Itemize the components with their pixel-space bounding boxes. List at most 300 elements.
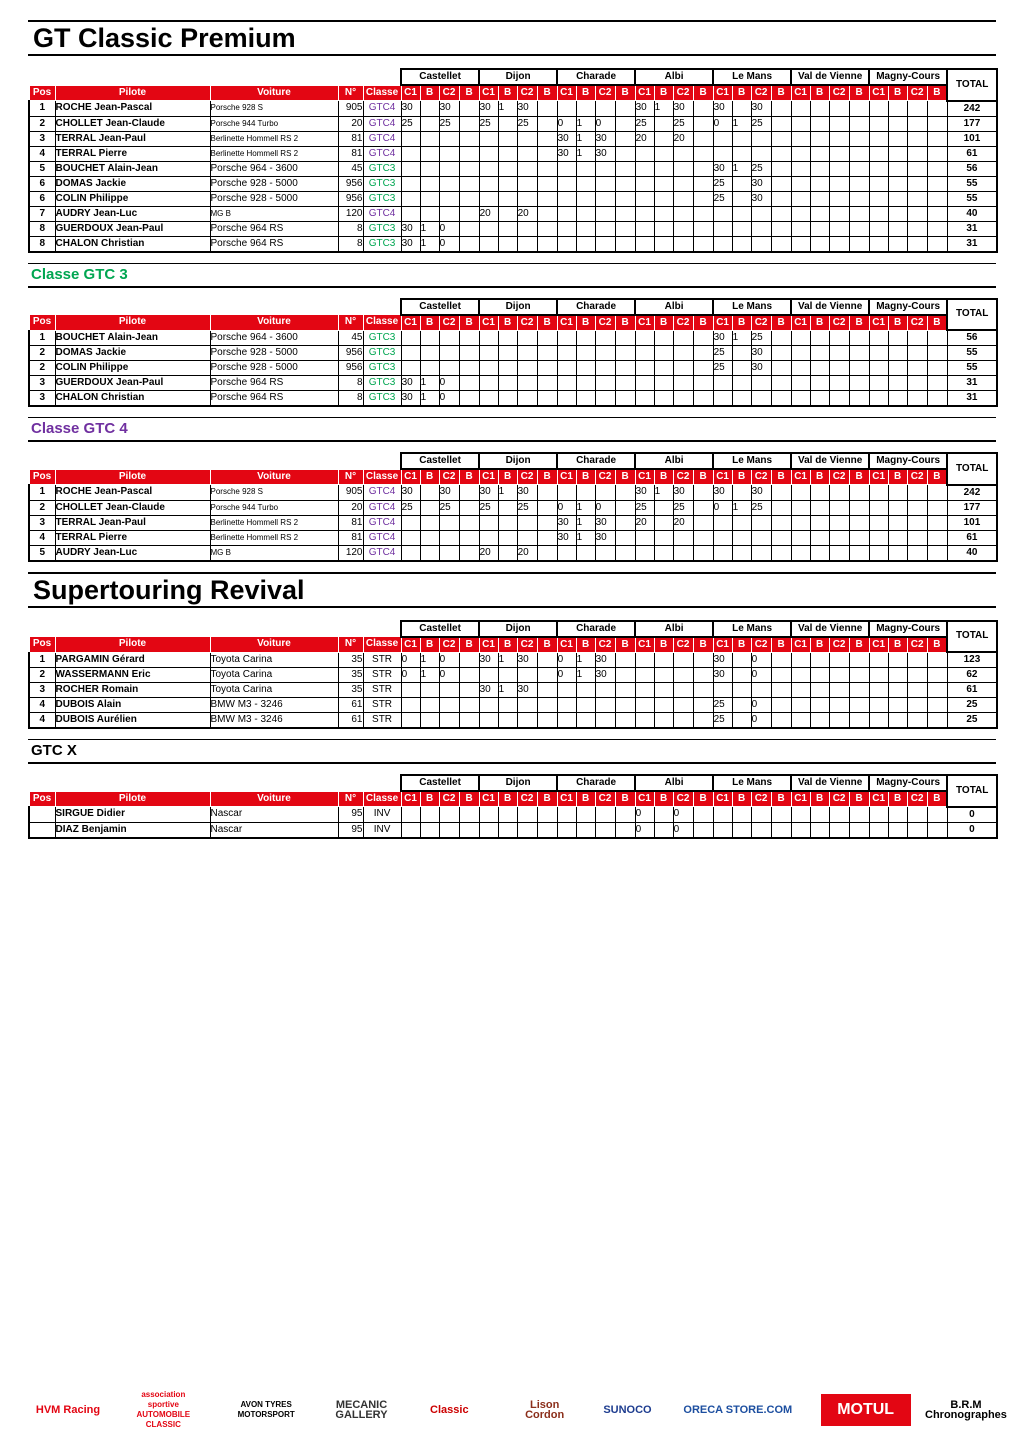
total-cell: 31 bbox=[947, 376, 997, 391]
header-sub-col: B bbox=[576, 791, 595, 807]
points-cell bbox=[693, 515, 713, 530]
header-sub-col: B bbox=[459, 469, 479, 485]
points-cell bbox=[693, 376, 713, 391]
total-cell: 55 bbox=[947, 361, 997, 376]
header-sub-col: B bbox=[771, 791, 791, 807]
header-classe: Classe bbox=[363, 637, 401, 653]
points-cell bbox=[401, 807, 420, 823]
results-table bbox=[28, 298, 998, 408]
points-cell bbox=[615, 807, 635, 823]
points-cell bbox=[732, 807, 751, 823]
header-sub-col: C2 bbox=[439, 85, 459, 101]
points-cell bbox=[927, 176, 947, 191]
points-cell bbox=[654, 500, 673, 515]
points-cell bbox=[635, 146, 654, 161]
voiture-cell: Porsche 964 RS bbox=[210, 236, 338, 252]
classe-cell: GTC3 bbox=[363, 376, 401, 391]
points-cell bbox=[673, 391, 693, 407]
header-sub-col: C1 bbox=[713, 469, 732, 485]
header-classe: Classe bbox=[363, 315, 401, 331]
points-cell bbox=[595, 206, 615, 221]
points-cell bbox=[771, 146, 791, 161]
pos-cell: 7 bbox=[29, 206, 55, 221]
points-cell bbox=[557, 206, 576, 221]
points-cell bbox=[829, 683, 849, 698]
points-cell bbox=[459, 652, 479, 668]
table-row bbox=[29, 191, 997, 206]
pos-cell: 1 bbox=[29, 652, 55, 668]
points-cell bbox=[791, 530, 810, 545]
header-sub-col: C1 bbox=[869, 85, 888, 101]
header-sub-col: B bbox=[693, 791, 713, 807]
points-cell bbox=[869, 713, 888, 729]
points-cell bbox=[888, 485, 907, 501]
points-cell bbox=[420, 361, 439, 376]
points-cell bbox=[635, 530, 654, 545]
points-cell: 20 bbox=[517, 545, 537, 561]
points-cell bbox=[595, 698, 615, 713]
points-cell: 0 bbox=[713, 116, 732, 131]
points-cell bbox=[693, 346, 713, 361]
voiture-cell: Porsche 964 RS bbox=[210, 221, 338, 236]
pilote-cell: BOUCHET Alain-Jean bbox=[55, 161, 210, 176]
header-sub-col: B bbox=[732, 637, 751, 653]
header-sub-col: B bbox=[654, 85, 673, 101]
points-cell bbox=[771, 500, 791, 515]
column-header-row bbox=[29, 315, 997, 331]
section-title: GTC X bbox=[28, 739, 996, 764]
points-cell bbox=[888, 131, 907, 146]
points-cell bbox=[771, 361, 791, 376]
points-cell bbox=[439, 713, 459, 729]
voiture-cell: Toyota Carina bbox=[210, 668, 338, 683]
points-cell bbox=[810, 391, 829, 407]
points-cell bbox=[927, 206, 947, 221]
total-cell: 61 bbox=[947, 146, 997, 161]
points-cell bbox=[576, 330, 595, 346]
points-cell bbox=[888, 698, 907, 713]
points-cell bbox=[907, 101, 927, 117]
num-cell: 35 bbox=[338, 668, 363, 683]
points-cell bbox=[907, 822, 927, 838]
points-cell bbox=[829, 713, 849, 729]
pilote-cell: CHALON Christian bbox=[55, 236, 210, 252]
points-cell bbox=[732, 485, 751, 501]
points-cell bbox=[810, 713, 829, 729]
points-cell bbox=[401, 191, 420, 206]
points-cell bbox=[615, 236, 635, 252]
points-cell bbox=[732, 191, 751, 206]
points-cell bbox=[498, 131, 517, 146]
points-cell bbox=[537, 376, 557, 391]
points-cell bbox=[693, 668, 713, 683]
points-cell: 30 bbox=[751, 191, 771, 206]
points-cell bbox=[517, 822, 537, 838]
pilote-cell: DOMAS Jackie bbox=[55, 176, 210, 191]
results-document bbox=[28, 20, 996, 849]
points-cell bbox=[557, 545, 576, 561]
points-cell bbox=[869, 101, 888, 117]
points-cell bbox=[693, 206, 713, 221]
points-cell bbox=[829, 116, 849, 131]
points-cell bbox=[907, 146, 927, 161]
header-sub-col: B bbox=[498, 315, 517, 331]
points-cell bbox=[810, 376, 829, 391]
header-sub-col: C1 bbox=[791, 637, 810, 653]
header-sub-col: B bbox=[615, 637, 635, 653]
points-cell bbox=[693, 545, 713, 561]
points-cell bbox=[810, 530, 829, 545]
points-cell bbox=[791, 376, 810, 391]
points-cell bbox=[849, 376, 869, 391]
points-cell bbox=[732, 101, 751, 117]
header-sub-col: B bbox=[927, 469, 947, 485]
points-cell bbox=[888, 376, 907, 391]
pilote-cell: ROCHER Romain bbox=[55, 683, 210, 698]
points-cell bbox=[537, 191, 557, 206]
points-cell: 25 bbox=[517, 500, 537, 515]
header-sub-col: C1 bbox=[635, 315, 654, 331]
points-cell bbox=[771, 236, 791, 252]
points-cell bbox=[810, 206, 829, 221]
points-cell: 30 bbox=[673, 485, 693, 501]
points-cell bbox=[771, 545, 791, 561]
points-cell bbox=[791, 713, 810, 729]
points-cell bbox=[888, 668, 907, 683]
points-cell bbox=[810, 515, 829, 530]
sponsor-logo: B.R.M Chronographes bbox=[925, 1399, 1007, 1421]
points-cell bbox=[907, 376, 927, 391]
header-sub-col: C1 bbox=[869, 637, 888, 653]
points-cell bbox=[615, 652, 635, 668]
header-sub-col: C2 bbox=[751, 85, 771, 101]
points-cell bbox=[751, 131, 771, 146]
points-cell bbox=[459, 376, 479, 391]
points-cell bbox=[849, 668, 869, 683]
total-cell: 0 bbox=[947, 822, 997, 838]
points-cell bbox=[498, 346, 517, 361]
points-cell bbox=[673, 146, 693, 161]
points-cell: 30 bbox=[595, 146, 615, 161]
points-cell: 30 bbox=[517, 101, 537, 117]
points-cell bbox=[595, 221, 615, 236]
points-cell: 30 bbox=[479, 683, 498, 698]
points-cell bbox=[829, 822, 849, 838]
points-cell bbox=[576, 176, 595, 191]
points-cell bbox=[907, 236, 927, 252]
points-cell: 0 bbox=[713, 500, 732, 515]
points-cell bbox=[673, 236, 693, 252]
points-cell bbox=[732, 206, 751, 221]
points-cell: 30 bbox=[401, 221, 420, 236]
points-cell bbox=[557, 221, 576, 236]
classe-cell: GTC3 bbox=[363, 346, 401, 361]
points-cell: 30 bbox=[557, 146, 576, 161]
points-cell bbox=[907, 668, 927, 683]
points-cell: 1 bbox=[732, 116, 751, 131]
points-cell bbox=[595, 330, 615, 346]
points-cell bbox=[907, 683, 927, 698]
points-cell bbox=[439, 698, 459, 713]
points-cell bbox=[576, 221, 595, 236]
points-cell: 25 bbox=[751, 330, 771, 346]
points-cell: 30 bbox=[401, 391, 420, 407]
classe-cell: GTC3 bbox=[363, 191, 401, 206]
points-cell bbox=[654, 698, 673, 713]
header-sub-col: B bbox=[849, 637, 869, 653]
points-cell bbox=[791, 545, 810, 561]
points-cell bbox=[420, 101, 439, 117]
points-cell: 25 bbox=[751, 500, 771, 515]
points-cell bbox=[869, 530, 888, 545]
points-cell: 30 bbox=[713, 161, 732, 176]
points-cell bbox=[557, 485, 576, 501]
points-cell bbox=[732, 545, 751, 561]
points-cell bbox=[615, 668, 635, 683]
track-header: Albi bbox=[635, 775, 713, 791]
points-cell bbox=[927, 713, 947, 729]
total-cell: 242 bbox=[947, 101, 997, 117]
points-cell bbox=[751, 683, 771, 698]
points-cell bbox=[791, 500, 810, 515]
points-cell bbox=[829, 361, 849, 376]
points-cell bbox=[810, 485, 829, 501]
pilote-cell: ROCHE Jean-Pascal bbox=[55, 101, 210, 117]
points-cell bbox=[791, 330, 810, 346]
points-cell bbox=[479, 713, 498, 729]
table-row bbox=[29, 236, 997, 252]
column-header-row bbox=[29, 791, 997, 807]
sponsor-logo: MOTUL bbox=[821, 1394, 911, 1426]
points-cell bbox=[907, 391, 927, 407]
points-cell: 0 bbox=[751, 713, 771, 729]
points-cell: 25 bbox=[401, 116, 420, 131]
points-cell bbox=[635, 176, 654, 191]
table-row bbox=[29, 146, 997, 161]
points-cell: 25 bbox=[635, 116, 654, 131]
points-cell bbox=[732, 515, 751, 530]
points-cell bbox=[869, 683, 888, 698]
pos-cell: 6 bbox=[29, 176, 55, 191]
points-cell bbox=[869, 330, 888, 346]
points-cell bbox=[849, 206, 869, 221]
points-cell bbox=[459, 116, 479, 131]
header-sub-col: C2 bbox=[595, 85, 615, 101]
pos-cell: 3 bbox=[29, 131, 55, 146]
points-cell bbox=[732, 698, 751, 713]
header-sub-col: B bbox=[810, 85, 829, 101]
points-cell bbox=[459, 131, 479, 146]
header-sub-col: B bbox=[771, 85, 791, 101]
points-cell: 30 bbox=[439, 101, 459, 117]
points-cell bbox=[557, 683, 576, 698]
points-cell bbox=[888, 236, 907, 252]
header-sub-col: B bbox=[810, 791, 829, 807]
points-cell bbox=[829, 101, 849, 117]
points-cell bbox=[479, 330, 498, 346]
results-table bbox=[28, 620, 998, 730]
header-sub-col: C2 bbox=[595, 315, 615, 331]
voiture-cell: Nascar bbox=[210, 822, 338, 838]
points-cell bbox=[791, 652, 810, 668]
points-cell bbox=[791, 391, 810, 407]
points-cell bbox=[576, 485, 595, 501]
points-cell bbox=[420, 485, 439, 501]
sponsor-logo: AVON TYRES MOTORSPORT bbox=[237, 1400, 295, 1419]
points-cell: 0 bbox=[751, 652, 771, 668]
track-header: Val de Vienne bbox=[791, 775, 869, 791]
points-cell bbox=[713, 822, 732, 838]
points-cell bbox=[595, 176, 615, 191]
points-cell bbox=[401, 822, 420, 838]
points-cell bbox=[654, 822, 673, 838]
points-cell bbox=[771, 652, 791, 668]
points-cell bbox=[459, 683, 479, 698]
table-row bbox=[29, 500, 997, 515]
voiture-cell: Porsche 928 - 5000 bbox=[210, 361, 338, 376]
points-cell bbox=[654, 176, 673, 191]
points-cell: 20 bbox=[635, 515, 654, 530]
header-sub-col: C2 bbox=[517, 85, 537, 101]
points-cell bbox=[635, 206, 654, 221]
header-sub-col: B bbox=[420, 791, 439, 807]
table-row bbox=[29, 361, 997, 376]
points-cell bbox=[439, 361, 459, 376]
classe-cell: GTC4 bbox=[363, 545, 401, 561]
voiture-cell: Porsche 964 - 3600 bbox=[210, 161, 338, 176]
track-header-row bbox=[29, 299, 997, 315]
section-3 bbox=[28, 572, 996, 730]
points-cell: 30 bbox=[401, 236, 420, 252]
points-cell bbox=[420, 206, 439, 221]
points-cell bbox=[771, 668, 791, 683]
points-cell bbox=[673, 361, 693, 376]
points-cell bbox=[420, 191, 439, 206]
points-cell bbox=[615, 206, 635, 221]
pos-cell: 3 bbox=[29, 515, 55, 530]
header-sub-col: C2 bbox=[751, 315, 771, 331]
points-cell bbox=[615, 101, 635, 117]
points-cell: 20 bbox=[479, 545, 498, 561]
points-cell bbox=[869, 515, 888, 530]
header-sub-col: B bbox=[771, 637, 791, 653]
track-header: Le Mans bbox=[713, 299, 791, 315]
header-sub-col: C1 bbox=[479, 791, 498, 807]
points-cell bbox=[927, 515, 947, 530]
header-sub-col: B bbox=[654, 315, 673, 331]
header-pos: Pos bbox=[29, 85, 55, 101]
points-cell: 0 bbox=[439, 376, 459, 391]
points-cell: 25 bbox=[713, 176, 732, 191]
points-cell bbox=[479, 668, 498, 683]
voiture-cell: MG B bbox=[210, 545, 338, 561]
points-cell bbox=[459, 500, 479, 515]
classe-cell: GTC3 bbox=[363, 361, 401, 376]
points-cell bbox=[869, 206, 888, 221]
header-sub-col: B bbox=[693, 637, 713, 653]
header-voiture: Voiture bbox=[210, 315, 338, 331]
points-cell bbox=[927, 698, 947, 713]
points-cell bbox=[849, 116, 869, 131]
points-cell bbox=[595, 191, 615, 206]
points-cell bbox=[771, 698, 791, 713]
section-title: Classe GTC 3 bbox=[28, 263, 996, 288]
header-sub-col: C1 bbox=[869, 469, 888, 485]
points-cell bbox=[927, 530, 947, 545]
points-cell bbox=[927, 131, 947, 146]
classe-cell: GTC4 bbox=[363, 116, 401, 131]
track-header: Le Mans bbox=[713, 621, 791, 637]
header-sub-col: B bbox=[771, 315, 791, 331]
points-cell bbox=[829, 698, 849, 713]
points-cell bbox=[732, 668, 751, 683]
num-cell: 95 bbox=[338, 822, 363, 838]
points-cell bbox=[829, 191, 849, 206]
header-sub-col: C2 bbox=[595, 637, 615, 653]
track-header: Castellet bbox=[401, 621, 479, 637]
points-cell bbox=[849, 236, 869, 252]
header-pilote: Pilote bbox=[55, 637, 210, 653]
points-cell bbox=[732, 146, 751, 161]
header-voiture: Voiture bbox=[210, 469, 338, 485]
points-cell bbox=[791, 515, 810, 530]
points-cell bbox=[869, 652, 888, 668]
points-cell bbox=[927, 221, 947, 236]
points-cell: 20 bbox=[479, 206, 498, 221]
voiture-cell: Berlinette Hommell RS 2 bbox=[210, 131, 338, 146]
points-cell bbox=[829, 206, 849, 221]
classe-cell: STR bbox=[363, 668, 401, 683]
points-cell bbox=[888, 713, 907, 729]
points-cell bbox=[673, 545, 693, 561]
points-cell bbox=[401, 361, 420, 376]
points-cell bbox=[732, 176, 751, 191]
pos-cell: 2 bbox=[29, 361, 55, 376]
total-cell: 242 bbox=[947, 485, 997, 501]
points-cell bbox=[654, 713, 673, 729]
num-cell: 81 bbox=[338, 530, 363, 545]
points-cell bbox=[654, 221, 673, 236]
points-cell bbox=[635, 376, 654, 391]
points-cell: 25 bbox=[713, 698, 732, 713]
points-cell bbox=[673, 376, 693, 391]
points-cell bbox=[517, 161, 537, 176]
points-cell bbox=[693, 652, 713, 668]
points-cell bbox=[713, 545, 732, 561]
header-sub-col: B bbox=[420, 315, 439, 331]
points-cell bbox=[654, 515, 673, 530]
points-cell bbox=[439, 191, 459, 206]
points-cell bbox=[459, 161, 479, 176]
points-cell bbox=[810, 683, 829, 698]
points-cell bbox=[810, 191, 829, 206]
points-cell bbox=[888, 822, 907, 838]
points-cell bbox=[498, 391, 517, 407]
points-cell bbox=[907, 330, 927, 346]
points-cell bbox=[479, 221, 498, 236]
points-cell bbox=[693, 500, 713, 515]
points-cell bbox=[595, 376, 615, 391]
points-cell bbox=[654, 530, 673, 545]
points-cell bbox=[517, 807, 537, 823]
points-cell bbox=[673, 221, 693, 236]
sponsor-logo: ORECA STORE.COM bbox=[683, 1404, 793, 1416]
points-cell bbox=[927, 191, 947, 206]
points-cell bbox=[479, 698, 498, 713]
points-cell bbox=[791, 822, 810, 838]
points-cell bbox=[791, 698, 810, 713]
points-cell bbox=[907, 485, 927, 501]
